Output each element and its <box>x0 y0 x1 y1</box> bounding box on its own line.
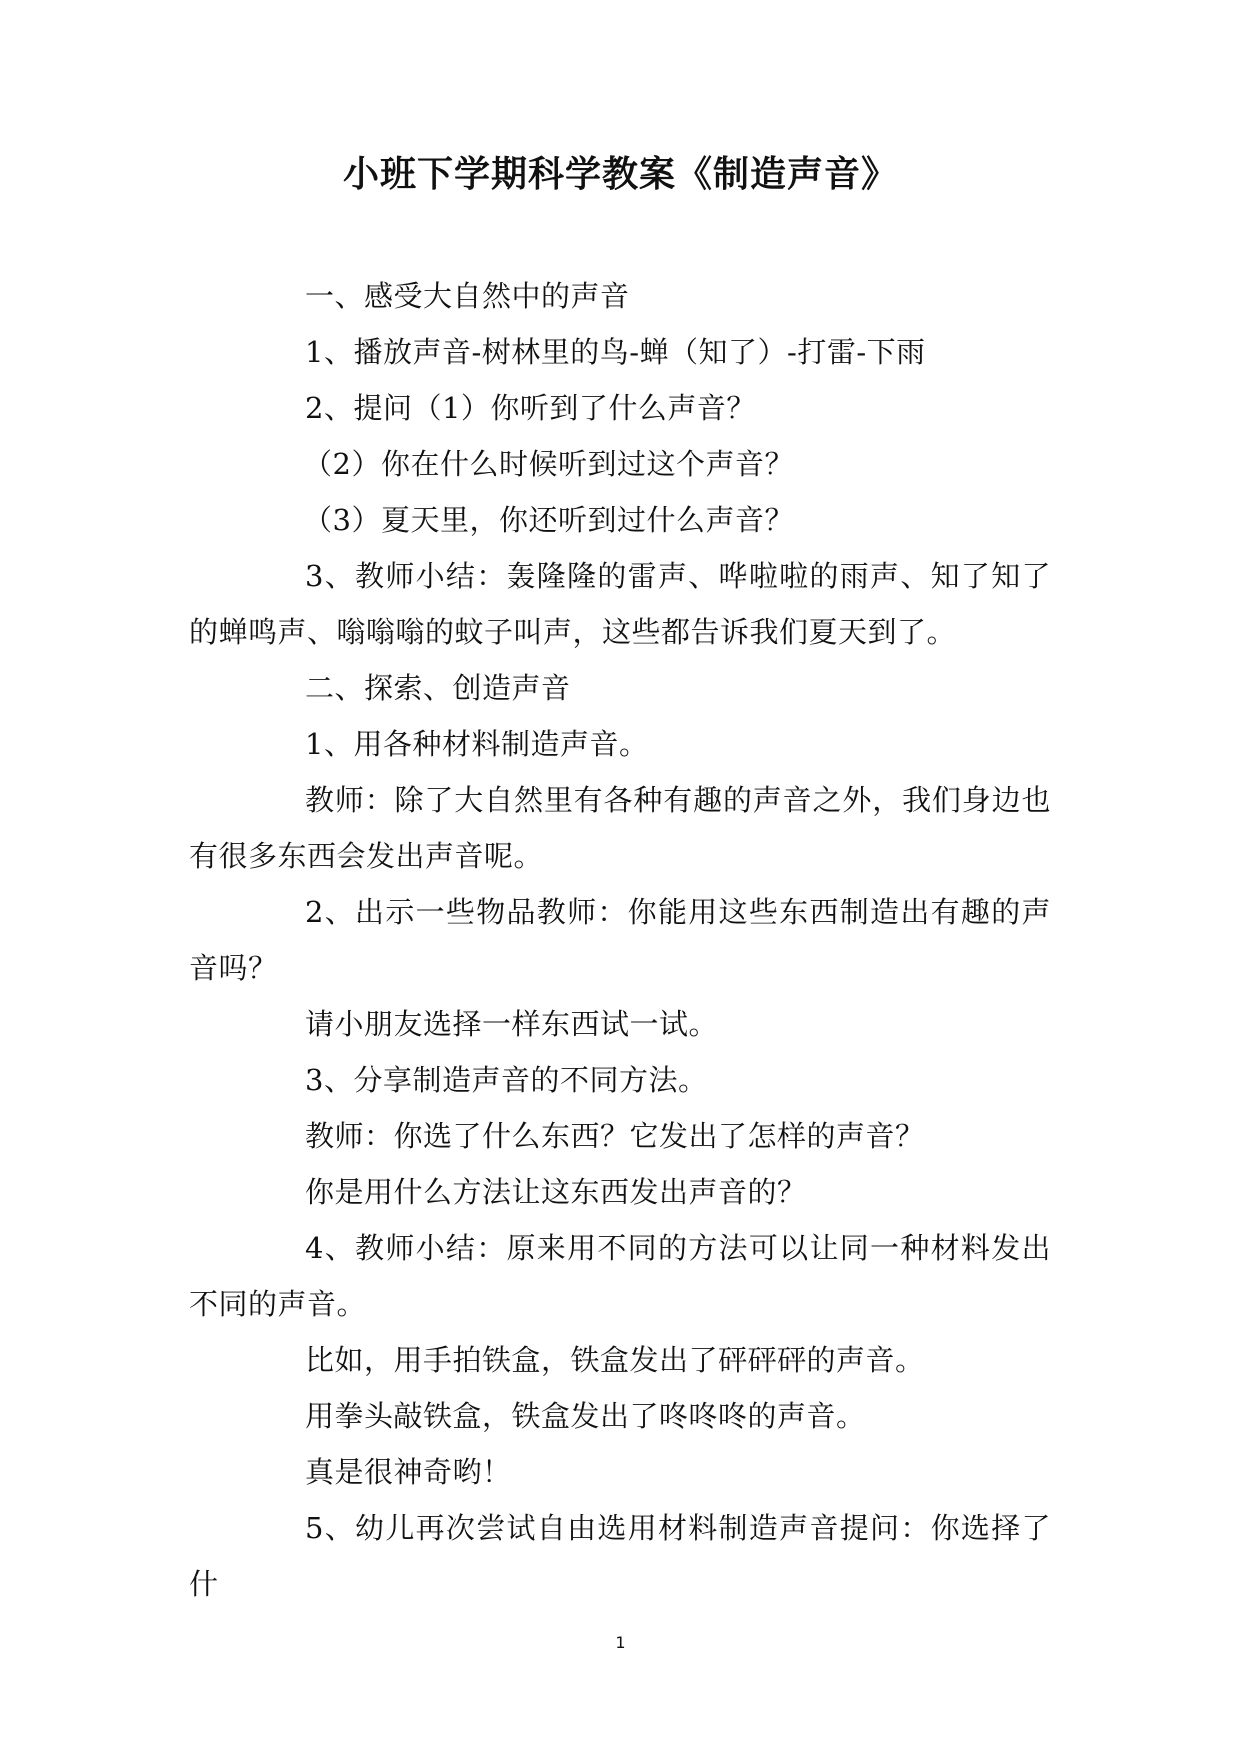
paragraph-13: 教师：你选了什么东西？它发出了怎样的声音？ <box>305 1119 925 1153</box>
document-body <box>189 268 1051 1612</box>
paragraph-1: 一、感受大自然中的声音 <box>305 279 630 313</box>
paragraph-5: （3）夏天里，你还听到过什么声音？ <box>303 503 794 537</box>
paragraph-19: 5、幼儿再次尝试自由选用材料制造声音提问：你选择了什 <box>189 1511 1051 1601</box>
paragraph-11: 请小朋友选择一样东西试一试。 <box>305 1007 719 1041</box>
paragraph-10: 2、出示一些物品教师：你能用这些东西制造出有趣的声音吗？ <box>189 895 1051 985</box>
paragraph-12: 3、分享制造声音的不同方法。 <box>305 1063 708 1097</box>
document-title: 小班下学期科学教案《制造声音》 <box>342 154 898 195</box>
paragraph-7: 二、探索、创造声音 <box>305 671 571 705</box>
paragraph-9: 教师：除了大自然里有各种有趣的声音之外，我们身边也有很多东西会发出声音呢。 <box>189 783 1051 873</box>
paragraph-6: 3、教师小结：轰隆隆的雷声、哗啦啦的雨声、知了知了的蝉鸣声、嗡嗡嗡的蚊子叫声，这些都告诉我们夏天到了。 <box>189 559 1051 649</box>
paragraph-15: 4、教师小结：原来用不同的方法可以让同一种材料发出不同的声音。 <box>189 1231 1051 1321</box>
paragraph-14: 你是用什么方法让这东西发出声音的？ <box>305 1175 807 1209</box>
paragraph-2: 1、播放声音-树林里的鸟-蝉（知了）-打雷-下雨 <box>305 335 926 369</box>
paragraph-3: 2、提问（1）你听到了什么声音？ <box>305 391 756 425</box>
paragraph-18: 真是很神奇哟！ <box>305 1455 512 1489</box>
paragraph-4: （2）你在什么时候听到过这个声音？ <box>303 447 794 481</box>
page-number: 1 <box>615 1633 626 1652</box>
paragraph-8: 1、用各种材料制造声音。 <box>305 727 649 761</box>
paragraph-16: 比如，用手拍铁盒，铁盒发出了砰砰砰的声音。 <box>305 1343 925 1377</box>
paragraph-17: 用拳头敲铁盒，铁盒发出了咚咚咚的声音。 <box>305 1399 866 1433</box>
